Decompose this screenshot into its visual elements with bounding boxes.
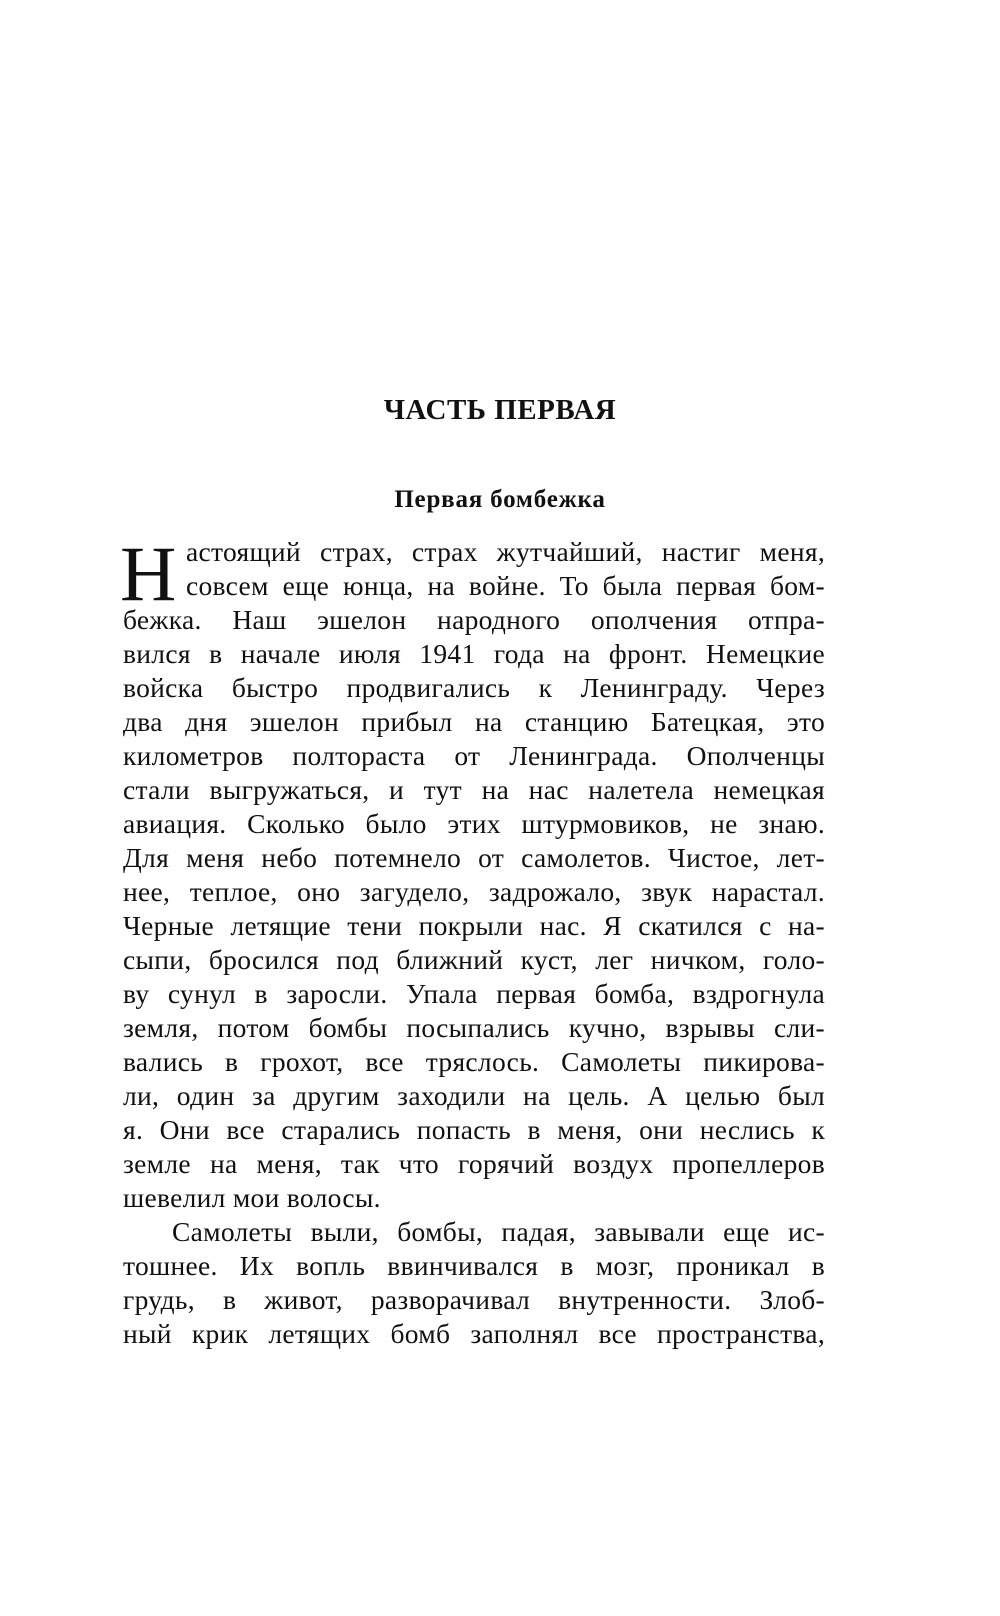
text-line: вился в начале июля 1941 года на фронт. Немецкие [123, 638, 825, 669]
text-line: ный крик летящих бомб заполнял все пространства, [123, 1318, 825, 1349]
text-line: шевелил мои волосы. [123, 1182, 381, 1213]
text-line: я. Они все старались попасть в меня, они неслись к [123, 1114, 825, 1145]
text-line: войска быстро продвигались к Ленинграду. Через [123, 672, 825, 703]
text-line: совсем еще юнца, на войне. То была первая бом- [186, 570, 825, 601]
text-line: Для меня небо потемнело от самолетов. Чистое, лет- [123, 842, 825, 873]
drop-cap: Н [120, 530, 177, 617]
text-line: авиация. Сколько было этих штурмовиков, не знаю. [123, 808, 825, 839]
text-line: грудь, в живот, разворачивал внутренности. Злоб- [123, 1284, 825, 1315]
text-line: Самолеты выли, бомбы, падая, завывали еще ис- [172, 1216, 825, 1247]
text-line: Черные летящие тени покрыли нас. Я скатился с на- [123, 910, 825, 941]
text-line: сыпи, бросился под ближний куст, лег ничком, голо- [123, 944, 825, 975]
text-line: ву сунул в заросли. Упала первая бомба, вздрогнула [123, 978, 825, 1009]
text-line: стали выгружаться, и тут на нас налетела немецкая [123, 774, 825, 805]
text-line: бежка. Наш эшелон народного ополчения отпра- [123, 604, 825, 635]
text-line: километров полтораста от Ленинграда. Ополченцы [123, 740, 825, 771]
text-line: нее, теплое, оно загудело, задрожало, звук нарастал. [123, 876, 825, 907]
text-line: земля, потом бомбы посыпались кучно, взрывы сли- [123, 1012, 825, 1043]
text-line: земле на меня, так что горячий воздух пропеллеров [123, 1148, 825, 1179]
text-line: ли, один за другим заходили на цель. А целью был [123, 1080, 825, 1111]
part-title: ЧАСТЬ ПЕРВАЯ [383, 394, 617, 426]
text-line: два дня эшелон прибыл на станцию Батецкая, это [123, 706, 825, 737]
text-line: астоящий страх, страх жутчайший, настиг меня, [186, 536, 825, 567]
text-line: тошнее. Их вопль ввинчивался в мозг, проникал в [123, 1250, 825, 1281]
chapter-title: Первая бомбежка [394, 486, 606, 513]
text-line: вались в грохот, все тряслось. Самолеты пикирова- [123, 1046, 825, 1077]
